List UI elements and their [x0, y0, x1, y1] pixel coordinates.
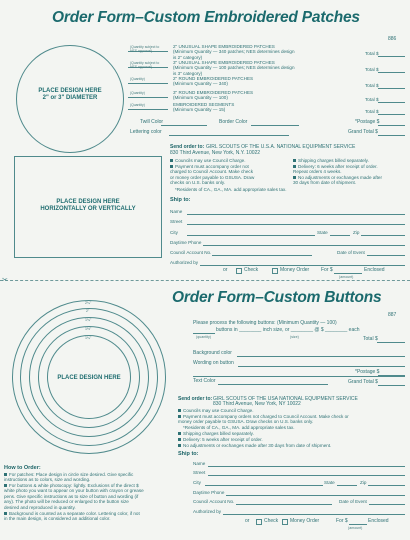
patch-city-field[interactable]	[187, 235, 315, 236]
button-amount-sub: (amount)	[348, 526, 363, 530]
ring-label-1-5: 1½"	[85, 327, 92, 331]
patch-postage-field[interactable]	[378, 125, 405, 126]
button-bullet-1: Councils may use Council Charge.	[178, 408, 253, 413]
patch-street-label: Street	[170, 219, 183, 224]
patch-for-field[interactable]	[334, 273, 362, 274]
patch-qty-sub: (Quantity)	[130, 91, 145, 95]
button-bullet-5: Delivery: 5 weeks after receipt of order.	[178, 437, 263, 442]
patch-address-line2: 830 Third Avenue, New York, N.Y. 10022	[170, 150, 261, 156]
button-grand-total-label: Grand Total $	[348, 379, 378, 385]
button-money-order-label: Money Order	[290, 518, 320, 524]
how-to-item-2: For buttons & white photocopy: lightly. Exclusions of the direct $ white photo you want to appear on your button with crayon or grease pens. Give specific instructions as to size of button and wording (if any). The photo will be reduced or enlarged to the button size desired and reproduced in quantity.	[4, 483, 144, 510]
patch-ship-to-label: Ship to:	[170, 197, 191, 203]
button-money-order-checkbox[interactable]	[282, 519, 288, 525]
wording-field[interactable]	[238, 366, 405, 367]
twill-color-label: Twill Color	[140, 119, 164, 125]
patch-qty-total-label: Total $	[365, 109, 379, 114]
patch-qty-total-label: Total $	[365, 97, 379, 102]
twill-color-field[interactable]	[161, 125, 207, 126]
border-color-field[interactable]	[251, 125, 299, 126]
background-color-field[interactable]	[237, 356, 405, 357]
patch-rect-orientation-label: HORIZONTALLY OR VERTICALLY	[40, 206, 136, 212]
patch-send-order-label: Send order to:	[170, 144, 205, 150]
button-postage-label: *Postage $	[355, 369, 380, 375]
patch-qty-description: 2" ROUND EMBROIDERED PATCHES (Minimum Quantity — 340)	[173, 76, 254, 87]
patch-bullet-2: Payment must accompany order not charged to Council Account. Make check or money order payable to GSUSA. Draw checks on U.S. banks only.	[170, 164, 255, 186]
patch-address-line1: GIRL SCOUTS OF THE U.S.A. NATIONAL EQUIPMENT SERVICE	[206, 144, 356, 150]
patch-amount-sub: (amount)	[339, 275, 354, 279]
patch-qty-total-field[interactable]	[378, 102, 405, 103]
buttons-form-number: 887	[388, 312, 397, 318]
patch-bullet-3: *Residents of CA., GA., MA. add appropriate sales tax.	[175, 187, 287, 192]
cut-line	[0, 280, 410, 281]
button-total-field[interactable]	[377, 342, 405, 343]
patch-for-label: For $	[321, 267, 333, 273]
patch-money-order-checkbox[interactable]	[272, 268, 278, 274]
button-zip-field[interactable]	[368, 485, 405, 486]
patch-zip-field[interactable]	[361, 235, 405, 236]
patch-qty-total-field[interactable]	[378, 56, 405, 57]
patch-qty-total-field[interactable]	[378, 114, 405, 115]
buttons-title: Order Form–Custom Buttons	[172, 289, 382, 306]
patch-qty-description: 3" ROUND EMBROIDERED PATCHES (Minimum Quantity — 100)	[173, 90, 254, 101]
button-street-field[interactable]	[208, 475, 405, 476]
button-quantity-field[interactable]	[193, 333, 215, 334]
button-council-account-field[interactable]	[236, 504, 332, 505]
patch-qty-description: 2" UNUSUAL SHAPE EMBROIDERED PATCHES (Minimum Quantity — 340 patches; NES determines design is 2" category)	[173, 44, 295, 60]
patch-name-label: Name	[170, 209, 183, 214]
ring-label-1-75: 1¾"	[85, 318, 92, 322]
wording-label: Wording on button	[193, 360, 234, 366]
patch-council-account-label: Council Account No.	[170, 250, 212, 255]
button-size-sub: (size)	[290, 335, 299, 339]
button-city-field[interactable]	[205, 485, 323, 486]
patch-bullet-1: Councils may use Council Charge.	[170, 158, 245, 163]
button-bullet-6: No adjustments or exchanges made after 30 days from date of shipment.	[178, 443, 331, 448]
text-color-field[interactable]	[218, 384, 328, 385]
button-process-label: Please process the following buttons: (Minimum Quantity — 100)	[193, 320, 337, 326]
button-check-label: Check	[264, 518, 279, 524]
button-enclosed-label: Enclosed	[368, 518, 389, 524]
button-city-label: City	[193, 480, 201, 485]
how-to-order-title: How to Order:	[4, 465, 41, 471]
button-bullet-4: Shipping charges billed separately.	[178, 431, 254, 436]
patch-diameter-label: 2" or 3" DIAMETER	[42, 95, 98, 101]
button-state-field[interactable]	[337, 485, 357, 486]
scissors-icon: ✂	[2, 277, 8, 284]
button-size-line: buttons in ________ inch size, or ________ @ $ ________ each	[216, 327, 360, 333]
patch-qty-total-field[interactable]	[378, 72, 405, 73]
patch-check-label: Check	[244, 267, 259, 273]
patch-qty-field[interactable]	[128, 97, 168, 98]
button-date-of-event-field[interactable]	[369, 504, 405, 505]
button-name-field[interactable]	[208, 466, 405, 467]
ring-label-2: 2"	[86, 309, 90, 313]
wording-field-2[interactable]	[193, 376, 405, 377]
button-bullet-2: Payment must accompany orders not charged to Council Account. Make check or money order payable to GSUSA. Draw checks on U.S. banks only.	[178, 414, 349, 425]
how-to-item-1: For patches: Place design in circle size desired. Give specific instructions as to colors, size and wording.	[4, 472, 134, 483]
patch-grand-total-field[interactable]	[378, 135, 405, 136]
how-to-item-3: Background is counted as a separate color. Lettering color, if not in the main design, is considered an additional color.	[4, 511, 140, 522]
button-qty-sub: (quantity)	[196, 335, 211, 339]
ring-label-2-25: 2¼"	[85, 301, 92, 305]
button-bullet-3: *Residents of CA., GA., MA. add appropriate sales tax.	[183, 425, 295, 430]
patch-bullet-6: No adjustments or exchanges made after 30 days from date of shipment.	[293, 175, 383, 186]
patches-form-number: 886	[388, 36, 397, 42]
patch-authorized-field[interactable]	[200, 265, 405, 266]
background-color-label: Background color	[193, 350, 232, 356]
border-color-label: Border Color	[219, 119, 248, 125]
button-council-account-label: Council Account No.	[193, 499, 235, 504]
button-for-label: For $	[336, 518, 348, 524]
button-ship-to-label: Ship to:	[178, 451, 199, 457]
button-phone-label: Daytime Phone	[193, 490, 225, 495]
patch-qty-field[interactable]	[128, 83, 168, 84]
patch-rect-design-label: PLACE DESIGN HERE	[56, 199, 120, 205]
patch-qty-sub: (Quantity subject to NES approval)	[130, 45, 160, 53]
patch-qty-total-label: Total $	[365, 83, 379, 88]
patch-qty-sub: (Quantity subject to NES approval)	[130, 61, 160, 69]
text-color-label: Text Color	[193, 378, 216, 384]
patch-check-checkbox[interactable]	[236, 268, 242, 274]
patch-enclosed-label: Enclosed	[364, 267, 385, 273]
patch-or-label: or	[223, 267, 228, 273]
button-or-label: or	[245, 518, 250, 524]
patch-authorized-label: Authorized by	[170, 260, 199, 265]
patch-street-field[interactable]	[187, 224, 405, 225]
button-state-label: State	[324, 480, 335, 485]
patch-date-of-event-field[interactable]	[367, 255, 405, 256]
patch-qty-field[interactable]	[128, 109, 168, 110]
patch-council-account-field[interactable]	[212, 255, 312, 256]
button-phone-field[interactable]	[226, 495, 405, 496]
patch-bullet-5: Delivery: 6 weeks after receipt of order. Repeat orders 4 weeks.	[293, 164, 378, 175]
button-design-label: PLACE DESIGN HERE	[57, 375, 121, 381]
button-street-label: Street	[193, 470, 206, 475]
lettering-color-field[interactable]	[169, 135, 289, 136]
patch-state-label: State	[317, 230, 328, 235]
patch-grand-total-label: Grand Total $	[348, 129, 378, 135]
button-authorized-label: Authorized by	[193, 509, 222, 514]
patch-qty-sub: (Quantity)	[130, 77, 145, 81]
button-postage-field[interactable]	[378, 375, 405, 376]
button-zip-label: Zip	[360, 480, 367, 485]
patch-qty-description: EMBROIDERED SEGMENTS (Minimum Quantity — 15)	[173, 102, 235, 113]
patch-qty-sub: (Quantity)	[130, 103, 145, 107]
button-for-field[interactable]	[349, 524, 367, 525]
patch-state-field[interactable]	[330, 235, 350, 236]
patch-postage-label: *Postage $	[355, 119, 380, 125]
patch-money-order-label: Money Order	[280, 267, 310, 273]
patch-qty-total-label: Total $	[365, 67, 379, 72]
button-total-label: Total $	[363, 336, 378, 342]
ring-label-1-25: 1¼"	[85, 336, 92, 340]
button-address: GIRL SCOUTS OF THE USA NATIONAL EQUIPMENT SERVICE 830 Third Avenue, New York, NY 10022	[213, 396, 358, 408]
patch-qty-description: 3" UNUSUAL SHAPE EMBROIDERED PATCHES (Minimum Quantity — 100 patches; NES determines design is 3" category)	[173, 60, 295, 76]
patch-phone-label: Daytime Phone	[170, 240, 202, 245]
button-name-label: Name	[193, 461, 206, 466]
patch-bullet-4: Shipping charges billed separately.	[293, 158, 369, 163]
button-grand-total-field[interactable]	[378, 385, 405, 386]
patch-phone-field[interactable]	[203, 245, 405, 246]
patch-qty-total-label: Total $	[365, 51, 379, 56]
patch-date-of-event-label: Date of Event	[337, 250, 365, 255]
patch-qty-total-field[interactable]	[378, 88, 405, 89]
patches-title: Order Form–Custom Embroidered Patches	[52, 9, 360, 26]
button-check-checkbox[interactable]	[256, 519, 262, 525]
button-date-of-event-label: Date of Event	[339, 499, 367, 504]
patch-city-label: City	[170, 230, 178, 235]
patch-design-label: PLACE DESIGN HERE	[38, 88, 102, 94]
lettering-color-label: Lettering color	[130, 129, 162, 135]
button-send-order-label: Send order to:	[178, 396, 213, 402]
patch-zip-label: Zip	[353, 230, 360, 235]
button-authorized-field[interactable]	[223, 514, 405, 515]
patch-name-field[interactable]	[187, 214, 405, 215]
